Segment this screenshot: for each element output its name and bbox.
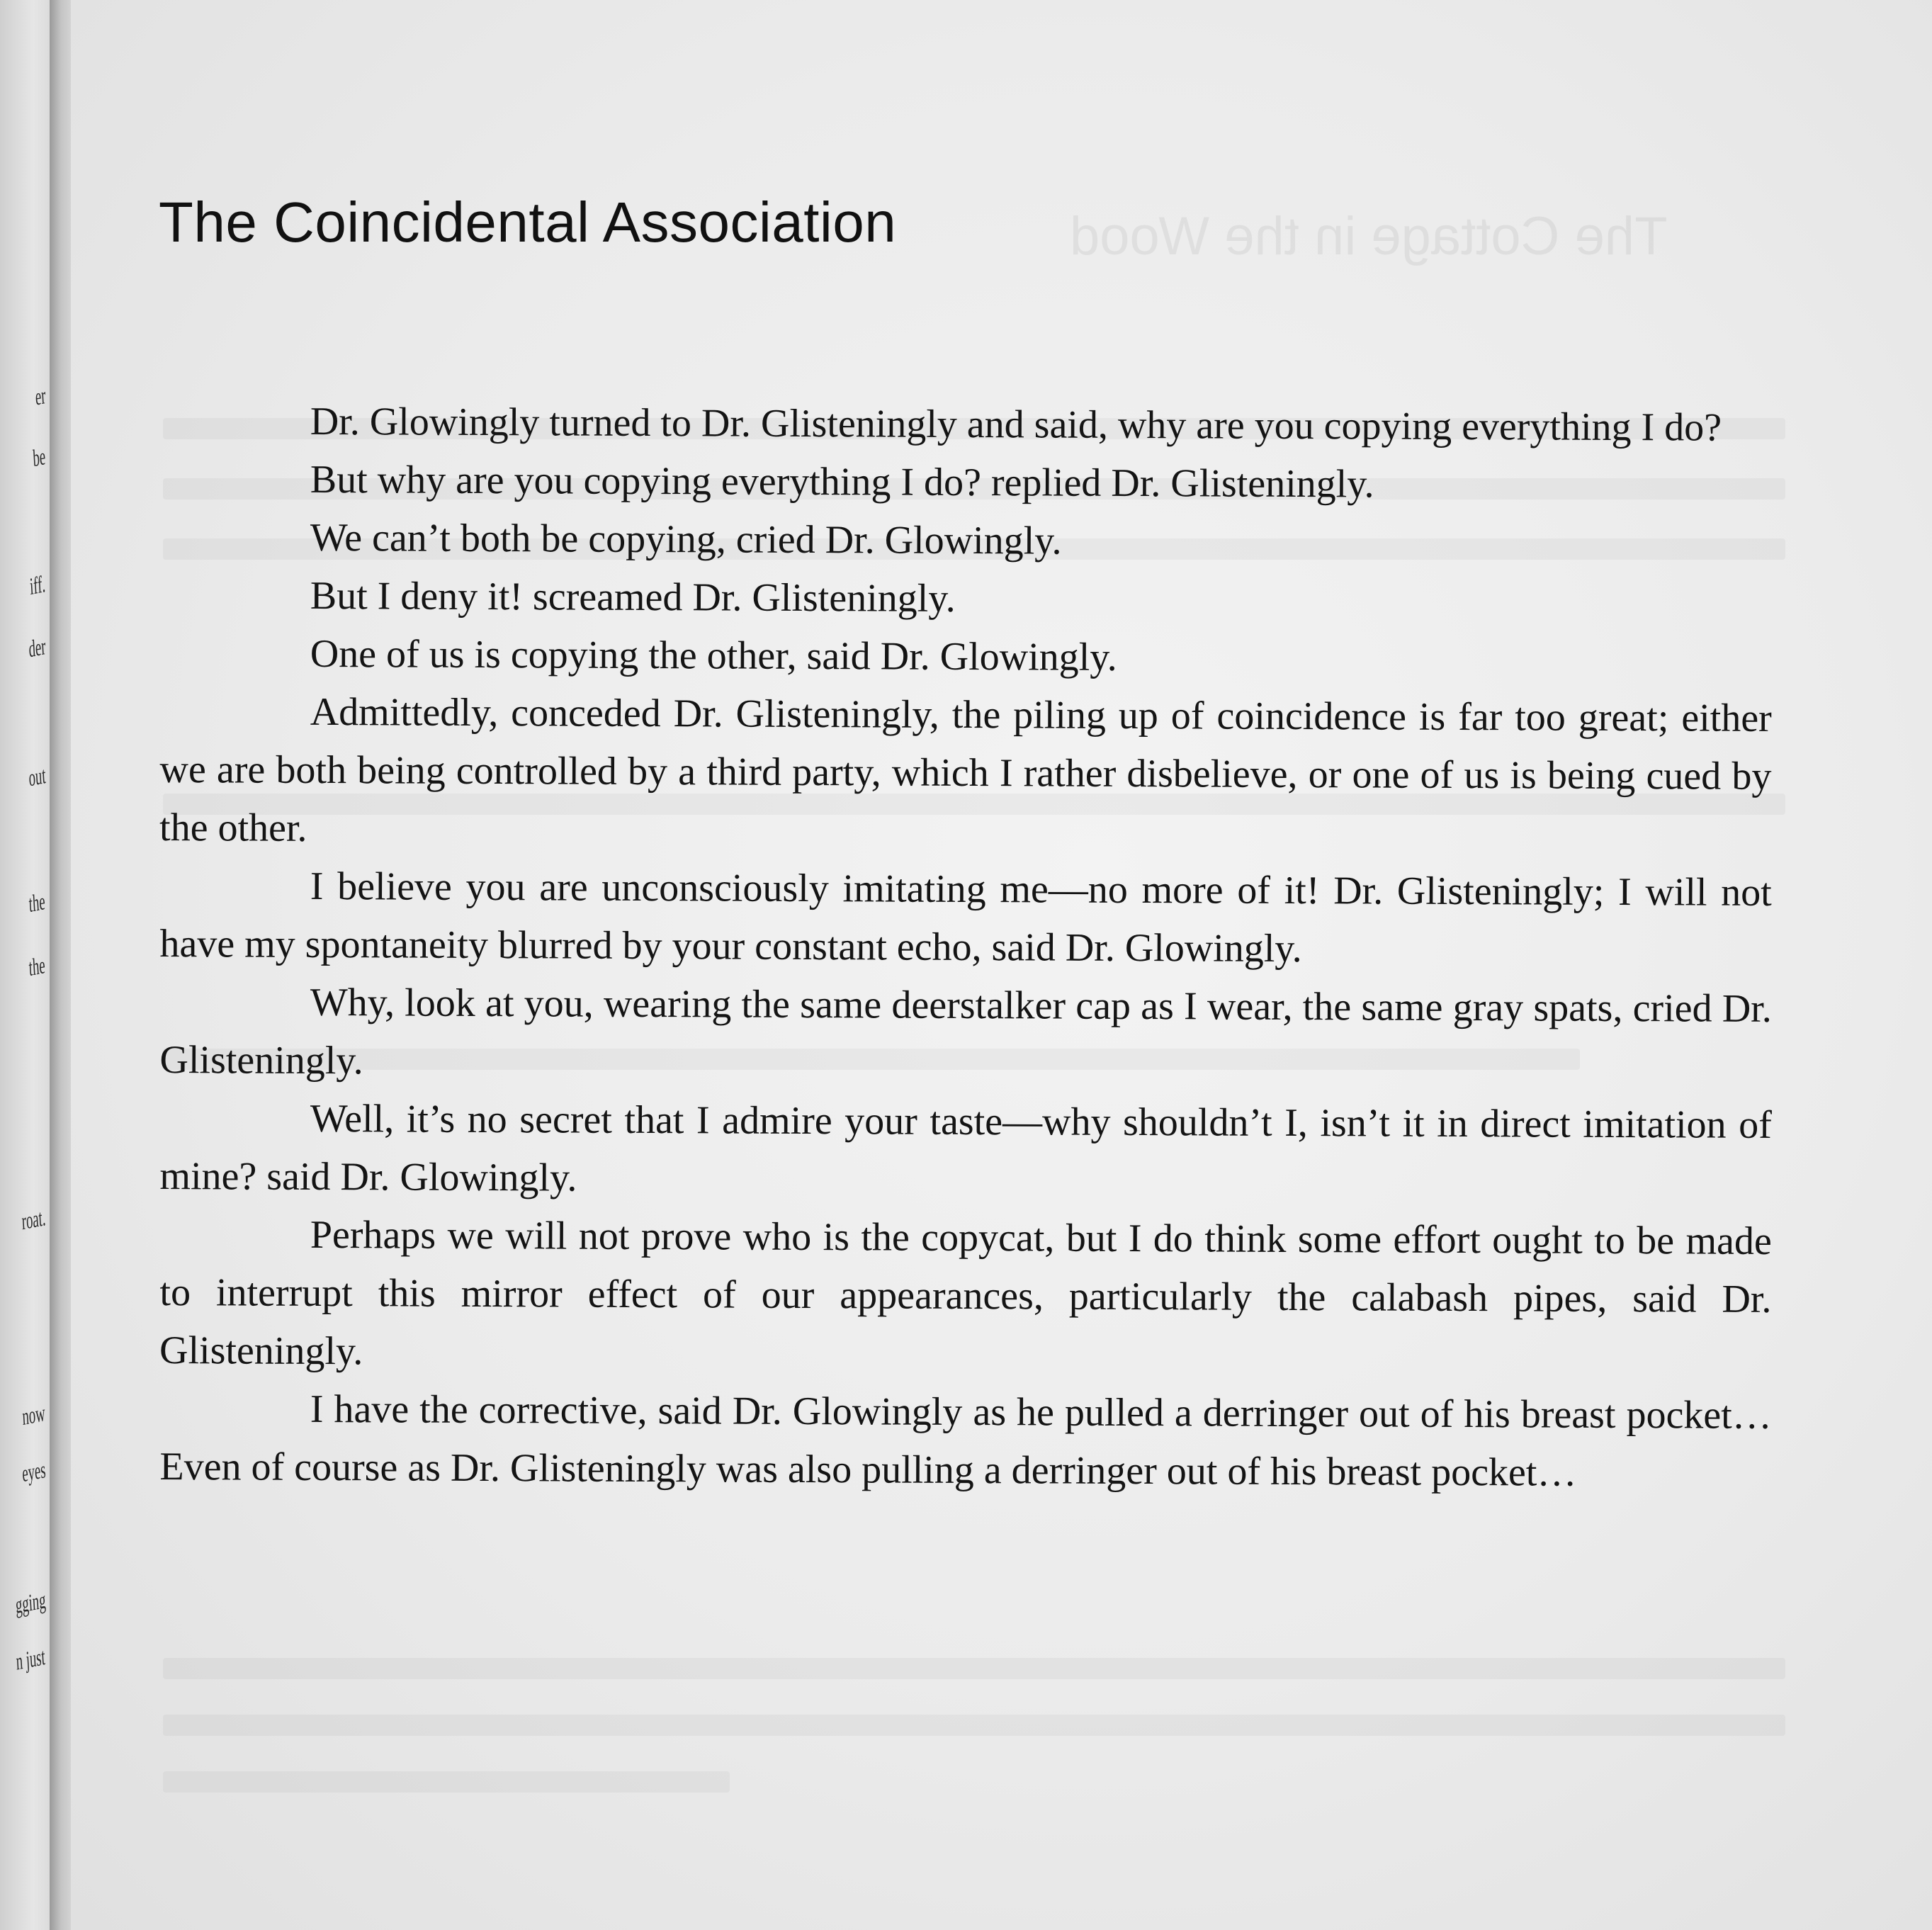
paragraph: Perhaps we will not prove who is the copycat, but I do think some effort ought to be made to interrupt this mirror effect of our appearances, particularly the calabash pipes, said Dr. Glisteningly. [159, 1212, 1772, 1374]
previous-page-fragment: n just [16, 1644, 47, 1676]
previous-page-fragment: er [34, 383, 47, 411]
reverse-page-text-line [163, 1715, 1785, 1736]
chapter-body [160, 392, 1772, 1496]
paragraph: I believe you are unconsciously imitating me—no more of it! Dr. Glisteningly; I will not have my spontaneity blurred by your constant echo, said Dr. Glowingly. [159, 864, 1772, 971]
previous-page-fragment: the [28, 952, 47, 982]
paragraph: We can’t both be copying, cried Dr. Glowingly. [310, 515, 1062, 563]
reverse-page-text-line [163, 1658, 1785, 1679]
paragraph: Well, it’s no secret that I admire your taste—why shouldn’t I, isn’t it in direct imitation of mine? said Dr. Glowingly. [159, 1096, 1772, 1200]
paragraph: I have the corrective, said Dr. Glowingly as he pulled a derringer out of his breast pocket… Even of course as Dr. Glisteningly was also pulling a derringer out of his breast pocket… [159, 1387, 1772, 1495]
previous-page-edge [0, 0, 55, 1930]
previous-page-fragment: gging [14, 1587, 47, 1619]
previous-page-fragment: der [28, 633, 47, 663]
previous-page-fragment: be [32, 444, 47, 473]
reverse-page-text-line [163, 1771, 730, 1793]
reverse-page-title: The Cottage in the Wood [1070, 206, 1668, 266]
previous-page-fragment: now [21, 1400, 47, 1431]
previous-page-fragment: eyes [21, 1457, 47, 1488]
book-page [71, 0, 1932, 1930]
previous-page-fragment: out [28, 762, 47, 792]
previous-page-fragment: the [28, 888, 47, 918]
paragraph: But why are you copying everything I do? replied Dr. Glisteningly. [310, 457, 1374, 507]
paragraph: Dr. Glowingly turned to Dr. Glisteningly and said, why are you copying everything I do? [310, 399, 1722, 450]
previous-page-fragment: roat. [21, 1204, 47, 1236]
paragraph: Admittedly, conceded Dr. Glisteningly, the piling up of coincidence is far too great; either we are both being controlled by a third party, which I rather disbelieve, or one of us is being cued by the other. [159, 689, 1772, 850]
paragraph: But I deny it! screamed Dr. Glisteningly. [310, 573, 956, 621]
paragraph: Why, look at you, wearing the same deerstalker cap as I wear, the same gray spats, cried Dr. Glisteningly. [159, 980, 1772, 1083]
paragraph: One of us is copying the other, said Dr. Glowingly. [310, 631, 1117, 679]
previous-page-fragment: iff. [29, 571, 47, 601]
chapter-title: The Coincidental Association [159, 191, 897, 254]
